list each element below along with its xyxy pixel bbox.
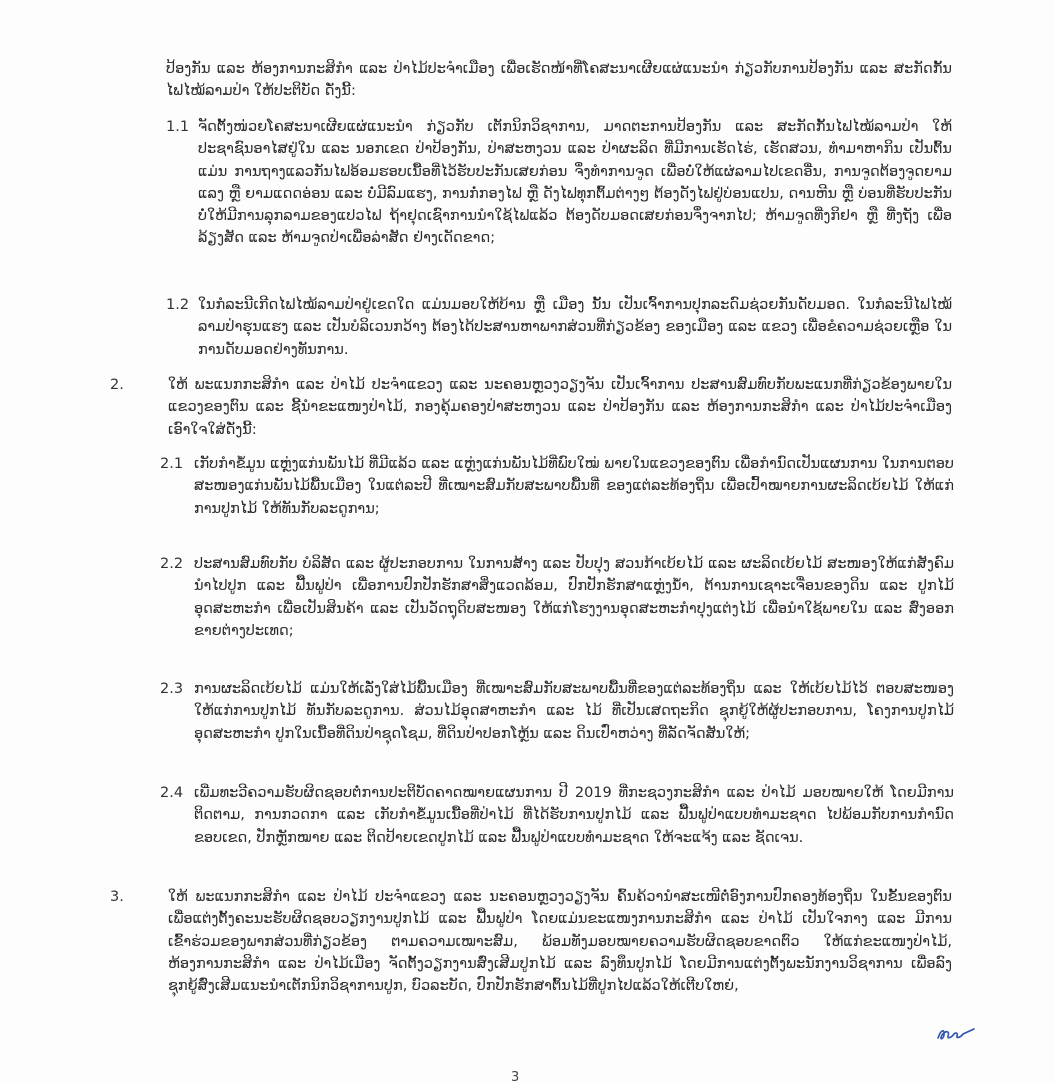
item-number: 2. [110, 377, 124, 393]
item-number: 2.1 [160, 456, 184, 472]
signature-initials [936, 1025, 976, 1043]
item-2-4 [160, 782, 954, 849]
item-2-2 [160, 553, 954, 642]
item-number: 3. [110, 889, 124, 905]
item-1-1 [166, 116, 952, 250]
item-text: ເກັບກຳຂໍ້ມູນ ແຫຼ່ງແກ່ນພັນໄມ້ ທີ່ມີແລ້ວ ແລະ ແຫຼ່ງແກ່ນພັນໄມ້ທີ່ພົບໃໝ່ ພາຍໃນແຂວງຂອງຕົນ ເພື່ອກຳນົດເປັນແຜນການ ໃນການຕອບສະໜອງແກ່ນພັນໄມ້ພື້ນເມືອງ ໃນແຕ່ລະປີ ທີ່ເໝາະສົມກັບສະພາບພື້ນທີ່ ຂອງແຕ່ລະທ້ອງຖິ່ນ ເພື່ອເປົ້າໝາຍການຜະລິດເບ້ຍໄມ້ ໃຫ້ແກ່ການປູກໄມ້ ໃຫ້ທັນກັບລະດູການ; [194, 456, 954, 517]
item-number: 1.2 [166, 297, 190, 313]
item-text: ໃຫ້ ພະແນກກະສິກຳ ແລະ ປ່າໄມ້ ປະຈຳແຂວງ ແລະ ນະຄອນຫຼວງວຽງຈັນ ຄົ້ນຄ້ວານຳສະເໜີຕໍ່ອົງການປົກຄອງທ້ອງຖິ່ນ ໃນຂັ້ນຂອງຕົນ ເພື່ອແຕ່ງຕັ້ງຄະນະຮັບຜິດຊອບວຽກງານປູກໄມ້ ແລະ ຟື້ນຟູປ່າ ໂດຍແມ່ນຂະແໜງການກະສິກຳ ແລະ ປ່າໄມ້ ເປັນໃຈກາງ ແລະ ມີການເຂົ້າຮ່ວມຂອງພາກສ່ວນທີ່ກ່ຽວຂ້ອງ ຕາມຄວາມເໝາະສົມ, ພ້ອມທັງມອບໝາຍຄວາມຮັບຜິດຊອບຂາດຕົວ ໃຫ້ແກ່ຂະແໜງປ່າໄມ້, ຫ້ອງການກະສິກຳ ແລະ ປ່າໄມ້ເມືອງ ຈັດຕັ້ງວຽກງານສົ່ງເສີມປູກໄມ້ ແລະ ລົງທຶນປູກໄມ້ ໂດຍມີການແຕ່ງຕັ້ງພະນັກງານວິຊາການ ເພື່ອລົງຊຸກຍູ້ສົ່ງເສີມແນະນຳເຕັກນິກວິຊາການປູກ, ບົວລະບັດ, ປົກປັກຮັກສາຕົ້ນໄມ້ທີ່ປູກໄປແລ້ວໃຫ້ເຕີບໃຫຍ່, [168, 889, 952, 995]
item-text: ການຜະລິດເບ້ຍໄມ້ ແມ່ນໃຫ້ເລັ່ງໃສ່ໄມ້ພື້ນເມືອງ ທີ່ເໝາະສົມກັບສະພາບພື້ນທີ່ຂອງແຕ່ລະທ້ອງຖິ່ນ ແລະ ໃຫ້ເບ້ຍໄມ້ໄວ້ ຕອບສະໜອງໃຫ້ແກ່ການປູກໄມ້ ທັນກັບລະດູການ. ສ່ວນໄມ້ອຸດສາຫະກຳ ແລະ ໄມ້ ທີ່ເປັນເສດຖະກິດ ຊຸກຍູ້ໃຫ້ຜູ້ປະກອບການ, ໂຄງການປູກໄມ້ອຸດສະຫະກຳ ປູກໃນເນື້ອທີ່ດິນປ່າຊຸດໂຊມ, ທີ່ດິນປ່າປອກໂຫຼ້ນ ແລະ ດິນເປົ່າຫວ່າງ ທີ່ລັດຈັດສັນໃຫ້; [194, 681, 954, 742]
item-text: ໃຫ້ ພະແນກກະສິກຳ ແລະ ປ່າໄມ້ ປະຈຳແຂວງ ແລະ ນະຄອນຫຼວງວຽງຈັນ ເປັນເຈົ້າການ ປະສານສົມທົບກັບພະແນກທີ່ກ່ຽວຂ້ອງພາຍໃນແຂວງຂອງຕົນ ແລະ ຊີ້ນຳຂະແໜງປ່າໄມ້, ກອງຄຸ້ມຄອງປ່າສະຫງວນ ແລະ ປ່າປ້ອງກັນ ແລະ ຫ້ອງການກະສິກຳ ແລະ ປ່າໄມ້ປະຈຳເມືອງ ເອົາໃຈໃສ່ດັ່ງນີ້: [168, 377, 952, 438]
item-text: ປະສານສົມທົບກັບ ບໍລິສັດ ແລະ ຜູ້ປະກອບການ ໃນການສ້າງ ແລະ ປັບປຸງ ສວນກ້າເບ້ຍໄມ້ ແລະ ຜະລິດເບ້ຍໄມ້ ສະໜອງໃຫ້ແກ່ສັງຄົມ ນຳໄປປູກ ແລະ ຟື້ນຟູປ່າ ເພື່ອການປົກປັກຮັກສາສິ່ງແວດລ້ອມ, ປົກປັກຮັກສາແຫຼ່ງນ້ຳ, ຕ້ານການເຊາະເຈື່ອນຂອງດິນ ແລະ ປູກໄມ້ອຸດສະຫະກຳ ເພື່ອເປັນສິນຄ້າ ແລະ ເປັນວັດຖຸດິບສະໜອງ ໃຫ້ແກ່ໂຮງງານອຸດສະຫະກຳປຸງແຕ່ງໄມ້ ເພື່ອນຳໃຊ້ພາຍໃນ ແລະ ສົ່ງອອກຂາຍຕ່າງປະເທດ; [194, 556, 954, 639]
item-number: 1.1 [166, 119, 190, 135]
item-text: ເພີ່ມທະວີຄວາມຮັບຜິດຊອບຕໍ່ການປະຕິບັດຄາດໝາຍແຜນການ ປີ 2019 ທີ່ກະຊວງກະສິກຳ ແລະ ປ່າໄມ້ ມອບໝາຍໃຫ້ ໂດຍມີການຕິດຕາມ, ການກວດກາ ແລະ ເກັບກຳຂໍ້ມູນເນື້ອທີ່ປ່າໄມ້ ທີ່ໄດ້ຮັບການປູກໄມ້ ແລະ ຟື້ນຟູປ່າແບບທຳມະຊາດ ໄປພ້ອມກັບການກຳນົດຂອບເຂດ, ປັກຫຼັກໝາຍ ແລະ ຕິດປ້າຍເຂດປູກໄມ້ ແລະ ຟື້ນຟູປ່າແບບທຳມະຊາດ ໃຫ້ຈະແຈ້ງ ແລະ ຊັດເຈນ. [194, 785, 954, 846]
item-text: ຈັດຕັ້ງໜ່ວຍໂຄສະນາເຜີຍແຜ່ແນະນຳ ກ່ຽວກັບ ເຕັກນິກວິຊາການ, ມາດຕະການປ້ອງກັນ ແລະ ສະກັດກັ້ນໄຟໄໝ້ລາມປ່າ ໃຫ້ປະຊາຊົນອາໄສຢູ່ໃນ ແລະ ນອກເຂດ ປ່າປ້ອງກັນ, ປ່າສະຫງວນ ແລະ ປ່າຜະລິດ ທີ່ມີການເຮັດໄຮ່, ເຮັດສວນ, ທຳມາຫາກິນ ເປັນຕົ້ນແມ່ນ ການຖາງແລວກັນໄຟອ້ອມຮອບເນື້ອທີ່ໄວ້ຮັບປະກັນເສຍກ່ອນ ຈຶ່ງທຳການຈູດ ເພື່ອບໍ່ໃຫ້ແຜ່ລາມໄປເຂດອື່ນ, ການຈູດຕ້ອງຈູດຍາມແລງ ຫຼື ຍາມແດດອ່ອນ ແລະ ບໍ່ມີລົມແຮງ, ການກໍ່ກອງໄຟ ຫຼື ດັງໄຟທຸກຕົ້ມຕ່າງໆ ຕ້ອງດັງໄຟຢູ່ບ່ອນແປນ, ດານຫີນ ຫຼື ບ່ອນທີ່ຮັບປະກັນບໍ່ໃຫ້ມີການລຸກລາມຂອງແປວໄຟ ຖ້າຢຸດເຊົາການນຳໃຊ້ໄຟແລ້ວ ຕ້ອງດັບມອດເສຍກ່ອນຈຶ່ງຈາກໄປ; ຫ້າມຈູດທີ່ງກິຢາ ຫຼື ທີ່ງຖັງ ເພື່ອລ້ຽງສັດ ແລະ ຫ້າມຈູດປ່າເພື່ອລ່າສັດ ຢ່າງເດັດຂາດ; [198, 119, 952, 247]
item-text: ໃນກໍລະນີເກີດໄຟໄໝ້ລາມປ່າຢູ່ເຂດໃດ ແມ່ນມອບໃຫ້ບ້ານ ຫຼື ເມືອງ ນັ້ນ ເປັນເຈົ້າການປຸກລະດົມຊ່ວຍກັນດັບມອດ. ໃນກໍລະນີໄຟໄໝ້ລາມປ່າຮຸນແຮງ ແລະ ເປັນບໍລິເວນກວ້າງ ຕ້ອງໄດ້ປະສານຫາພາກສ່ວນທີ່ກ່ຽວຂ້ອງ ຂອງເມືອງ ແລະ ແຂວງ ເພື່ອຂໍຄວາມຊ່ວຍເຫຼືອ ໃນການດັບມອດຢ່າງທັນການ. [198, 297, 952, 358]
item-2 [110, 374, 952, 441]
item-2-1 [160, 453, 954, 520]
item-1-2 [166, 294, 952, 361]
lead-paragraph: ປ້ອງກັນ ແລະ ຫ້ອງການກະສິກຳ ແລະ ປ່າໄມ້ປະຈຳເມືອງ ເພື່ອເຮັດໜ້າທີ່ໂຄສະນາເຜີຍແຜ່ແນະນຳ ກ່ຽວກັບການປ້ອງກັນ ແລະ ສະກັດກັ້ນໄຟໄໝ້ລາມປ່າ ໃຫ້ປະຕິບັດ ດັ່ງນີ້: [166, 61, 952, 100]
item-number: 2.4 [160, 785, 184, 801]
page-number: 3 [511, 1070, 520, 1085]
item-2-3 [160, 678, 954, 745]
item-number: 2.3 [160, 681, 184, 697]
item-3 [110, 886, 952, 997]
item-number: 2.2 [160, 556, 184, 572]
